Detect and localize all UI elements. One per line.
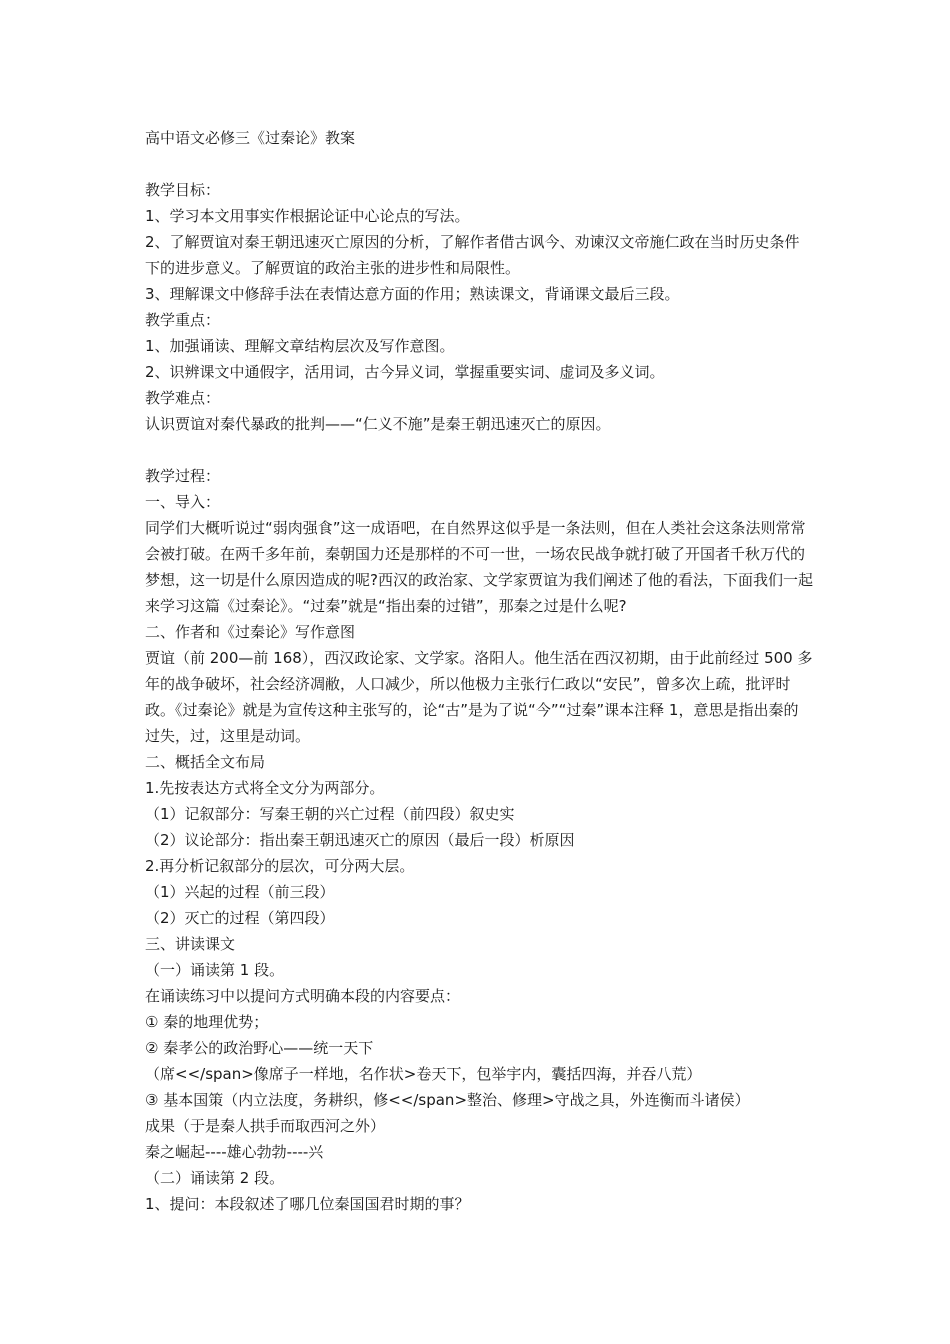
process-item: （席<</span>像席子一样地，名作状>卷天下，包举宇内，囊括四海，并吞八荒） [145, 1065, 702, 1083]
process-item: （2）议论部分：指出秦王朝迅速灭亡的原因（最后一段）析原因 [145, 831, 575, 849]
process-item: 二、作者和《过秦论》写作意图 [145, 623, 356, 641]
process-item: 三、讲读课文 [145, 935, 236, 953]
process-item: 1、提问：本段叙述了哪几位秦国国君时期的事？ [145, 1195, 470, 1213]
process-item: （2）灭亡的过程（第四段） [145, 909, 335, 927]
process-item: 秦之崛起----雄心勃勃----兴 [145, 1143, 324, 1161]
document-body [145, 125, 813, 1217]
difficulties-heading: 教学难点： [145, 389, 221, 407]
process-item: 同学们大概听说过“弱肉强食”这一成语吧，在自然界这似乎是一条法则，但在人类社会这条法则常常会被打破。在两千多年前，秦朝国力还是那样的不可一世，一场农民战争就打破了开国者千秋万代的梦想，这一切是什么原因造成的呢?西汉的政治家、文学家贾谊为我们阐述了他的看法，下面我们一起来学习这篇《过秦论》。“过秦”就是“指出秦的过错”，那秦之过是什么呢? [145, 519, 813, 615]
process-item: （1）记叙部分：写秦王朝的兴亡过程（前四段）叙史实 [145, 805, 515, 823]
process-item: ② 秦孝公的政治野心——统一天下 [145, 1039, 374, 1057]
process-item: （一）诵读第 1 段。 [145, 961, 285, 979]
objectives-heading: 教学目标： [145, 181, 221, 199]
process-item: 在诵读练习中以提问方式明确本段的内容要点： [145, 987, 461, 1005]
process-item: 2.再分析记叙部分的层次，可分两大层。 [145, 857, 415, 875]
objective-item: 2、了解贾谊对秦王朝迅速灭亡原因的分析，了解作者借古讽今、劝谏汉文帝施仁政在当时历史条件下的进步意义。了解贾谊的政治主张的进步性和局限性。 [145, 233, 800, 277]
process-item: （1）兴起的过程（前三段） [145, 883, 335, 901]
process-item: 贾谊（前 200—前 168），西汉政论家、文学家。洛阳人。他生活在西汉初期，由于此前经过 500 多年的战争破坏，社会经济凋敝，人口减少，所以他极力主张行仁政以“安民”，曾多次上疏，批评时政。《过秦论》就是为宣传这种主张写的，论“古”是为了说“今”“过秦”课本注释 1，意思是指出秦的过失，过，这里是动词。 [145, 649, 813, 745]
document-title: 高中语文必修三《过秦论》教案 [145, 129, 356, 147]
paragraph-spacer [145, 437, 813, 463]
process-item: 成果（于是秦人拱手而取西河之外） [145, 1117, 386, 1135]
process-item: （二）诵读第 2 段。 [145, 1169, 285, 1187]
key-points-heading: 教学重点： [145, 311, 221, 329]
objective-item: 1、学习本文用事实作根据论证中心论点的写法。 [145, 207, 470, 225]
process-item: 1.先按表达方式将全文分为两部分。 [145, 779, 385, 797]
process-item: ③ 基本国策（内立法度，务耕织，修<</span>整治、修理>守战之具，外连衡而斗诸侯） [145, 1091, 750, 1109]
key-point-item: 1、加强诵读、理解文章结构层次及写作意图。 [145, 337, 455, 355]
process-item: 二、概括全文布局 [145, 753, 266, 771]
difficulty-item: 认识贾谊对秦代暴政的批判——“仁义不施”是秦王朝迅速灭亡的原因。 [145, 415, 611, 433]
process-item: ① 秦的地理优势； [145, 1013, 269, 1031]
process-heading: 教学过程： [145, 467, 221, 485]
process-item: 一、导入： [145, 493, 221, 511]
objective-item: 3、理解课文中修辞手法在表情达意方面的作用；熟读课文，背诵课文最后三段。 [145, 285, 680, 303]
key-point-item: 2、识辨课文中通假字，活用词，古今异义词，掌握重要实词、虚词及多义词。 [145, 363, 665, 381]
